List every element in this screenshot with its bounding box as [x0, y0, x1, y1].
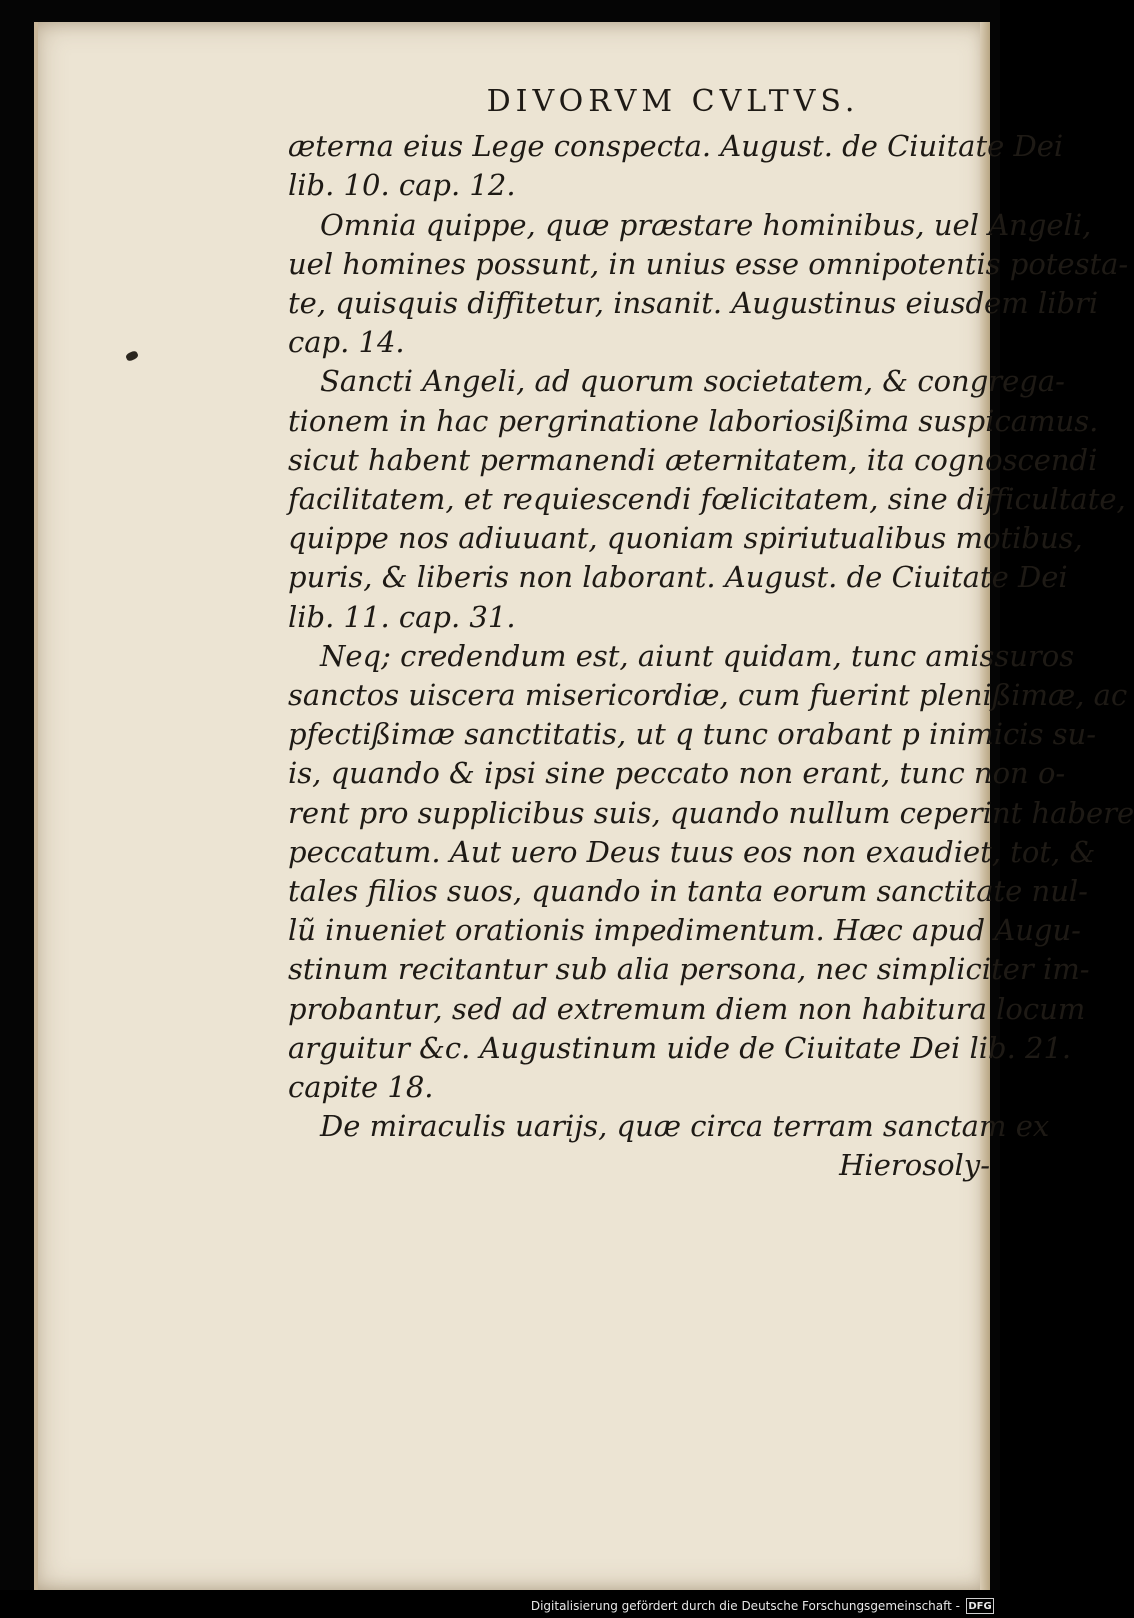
text-line: tales filios suos, quando in tanta eorum sanctitate nul- [288, 874, 1088, 909]
text-line: sanctos uiscera misericordiæ, cum fuerint plenißimæ, ac [288, 678, 1128, 713]
body-lines [288, 127, 1134, 1146]
text-line: quippe nos adiuuant, quoniam spiriutualibus motibus, [288, 521, 1083, 556]
running-head: DIVORVM CVLTVS. [486, 84, 860, 119]
text-line: te, quisquis diffitetur, insanit. Augustinus eiusdem libri [288, 286, 1099, 321]
text-line: peccatum. Aut uero Deus tuus eos non exaudiet, tot, & [288, 834, 1096, 869]
text-line: lib. 11. cap. 31. [288, 599, 516, 634]
text-line: Omnia quippe, quæ præstare hominibus, uel Angeli, [320, 207, 1092, 242]
text-block [288, 82, 1134, 1186]
text-line: probantur, sed ad extremum diem non habitura locum [288, 991, 1086, 1026]
text-line: arguitur &c. Augustinum uide de Ciuitate Dei lib. 21. [288, 1030, 1072, 1065]
text-line: lũ inueniet orationis impedimentum. Hæc apud Augu- [288, 913, 1081, 948]
text-line: pfectißimæ sanctitatis, ut q tunc orabant p inimicis su- [288, 717, 1097, 752]
book-page [34, 22, 1134, 1590]
text-line: uel homines possunt, in unius esse omnipotentis potesta- [288, 246, 1129, 281]
text-line: æterna eius Lege conspecta. August. de Ciuitate Dei [288, 129, 1064, 164]
ink-speck [125, 350, 139, 362]
text-line: De miraculis uarijs, quæ circa terram sanctam ex [320, 1109, 1050, 1144]
text-line: sicut habent permanendi æternitatem, ita cognoscendi [288, 442, 1098, 477]
catchword: Hierosoly- [839, 1148, 990, 1183]
dfg-logo: DFG [966, 1598, 994, 1614]
text-line: Sancti Angeli, ad quorum societatem, & congrega- [320, 364, 1065, 399]
text-line: lib. 10. cap. 12. [288, 168, 516, 203]
text-line: is, quando & ipsi sine peccato non erant, tunc non o- [288, 756, 1066, 791]
footer-credit: Digitalisierung gefördert durch die Deutsche Forschungsgemeinschaft - [530, 1599, 960, 1613]
text-line: stinum recitantur sub alia persona, nec simpliciter im- [288, 952, 1090, 987]
text-line: capite 18. [288, 1070, 434, 1105]
footer-bar [0, 1590, 1000, 1618]
text-line: cap. 14. [288, 325, 405, 360]
text-line: Neq; credendum est, aiunt quidam, tunc amissuros [320, 638, 1075, 673]
text-line: puris, & liberis non laborant. August. de Ciuitate Dei [288, 560, 1068, 595]
text-line: tionem in hac pergrinatione laboriosißima suspicamus. [288, 403, 1099, 438]
text-line: rent pro supplicibus suis, quando nullum ceperint habere [288, 795, 1134, 830]
text-line: facilitatem, et requiescendi fœlicitatem, sine difficultate, [288, 482, 1126, 517]
